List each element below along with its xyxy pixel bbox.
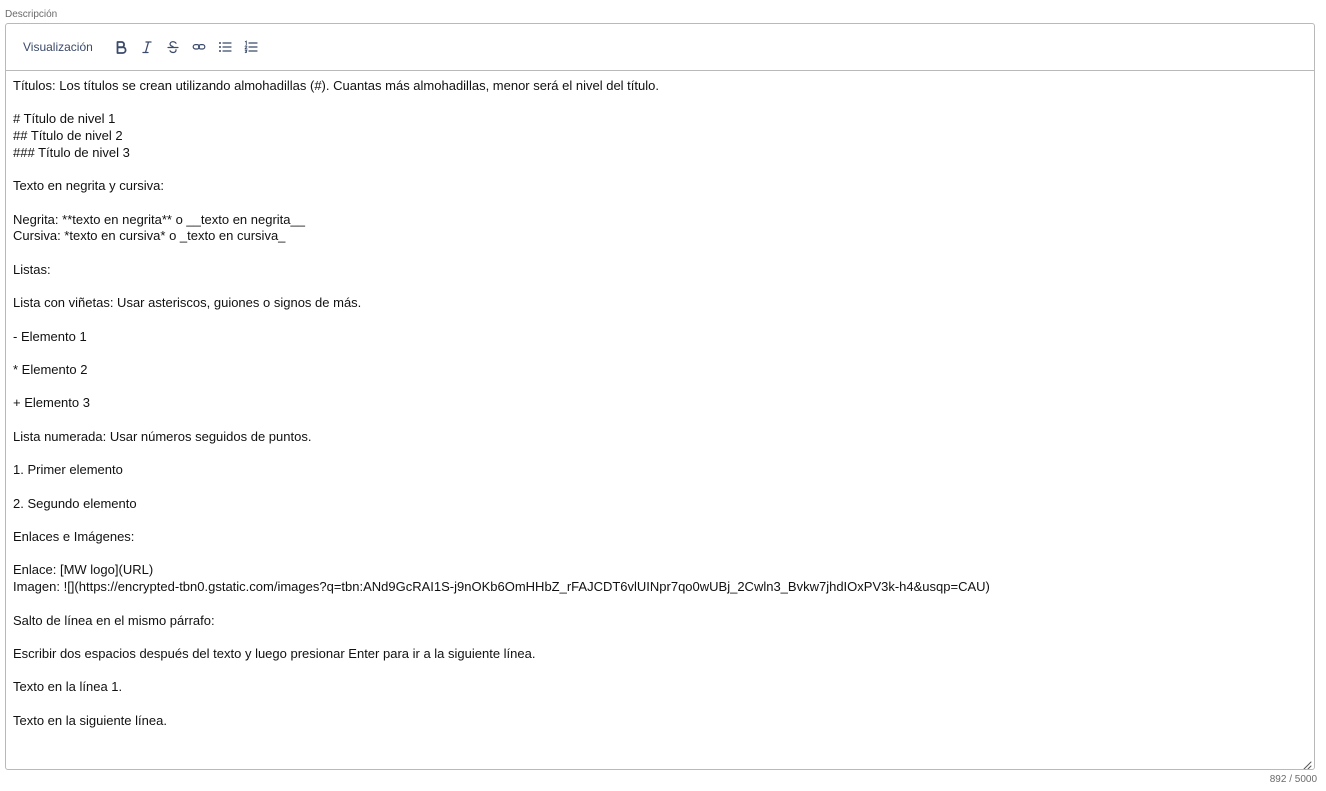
editor-textarea[interactable]: Títulos: Los títulos se crean utilizando almohadillas (#). Cuantas más almohadillas, menor será el nivel del título. # Título de nivel 1 ## Título de nivel 2 ### Título de nivel 3 Texto en negrita y cursiva: Negrita: **texto en negrita** o __texto en negrita__ Cursiva: *texto en cursiva* o _texto en cursiva_ Listas: Lista con viñetas: Usar asteriscos, guiones o signos de más. - Elemento 1 * Elemento 2 + Elemento 3 Lista numerada: Usar números seguidos de puntos. 1. Primer elemento 2. Segundo elemento Enlaces e Imágenes: Enlace: [MW logo](URL) Imagen: ![](https://encrypted-tbn0.gstatic.com/images?q=tbn:ANd9GcRAI1S-j9nOKb6OmHHbZ_rFAJCDT6vlUINpr7qo0wUBj_2Cwln3_Bvkw7jhdIOxPV3k-h4&usqp=CAU) Salto de línea en el mismo párrafo: Escribir dos espacios después del texto y luego presionar Enter para ir a la siguiente línea. Texto en la línea 1. Texto en la siguiente línea. [13, 78, 990, 728]
field-label: Descripción [5, 9, 58, 20]
editor-toolbar [6, 24, 1314, 71]
bold-button[interactable] [108, 34, 134, 60]
preview-tab[interactable]: Visualización [23, 40, 93, 54]
resize-handle-icon[interactable] [1302, 757, 1312, 767]
bullet-list-icon [218, 40, 232, 54]
italic-button[interactable] [134, 34, 160, 60]
strikethrough-button[interactable] [160, 34, 186, 60]
strikethrough-icon [166, 40, 180, 54]
bold-icon [114, 40, 128, 54]
character-counter: 892 / 5000 [1269, 774, 1317, 785]
bullet-list-button[interactable] [212, 34, 238, 60]
link-icon [192, 40, 206, 54]
numbered-list-icon [244, 40, 258, 54]
link-button[interactable] [186, 34, 212, 60]
markdown-editor [5, 23, 1315, 770]
numbered-list-button[interactable] [238, 34, 264, 60]
italic-icon [140, 40, 154, 54]
